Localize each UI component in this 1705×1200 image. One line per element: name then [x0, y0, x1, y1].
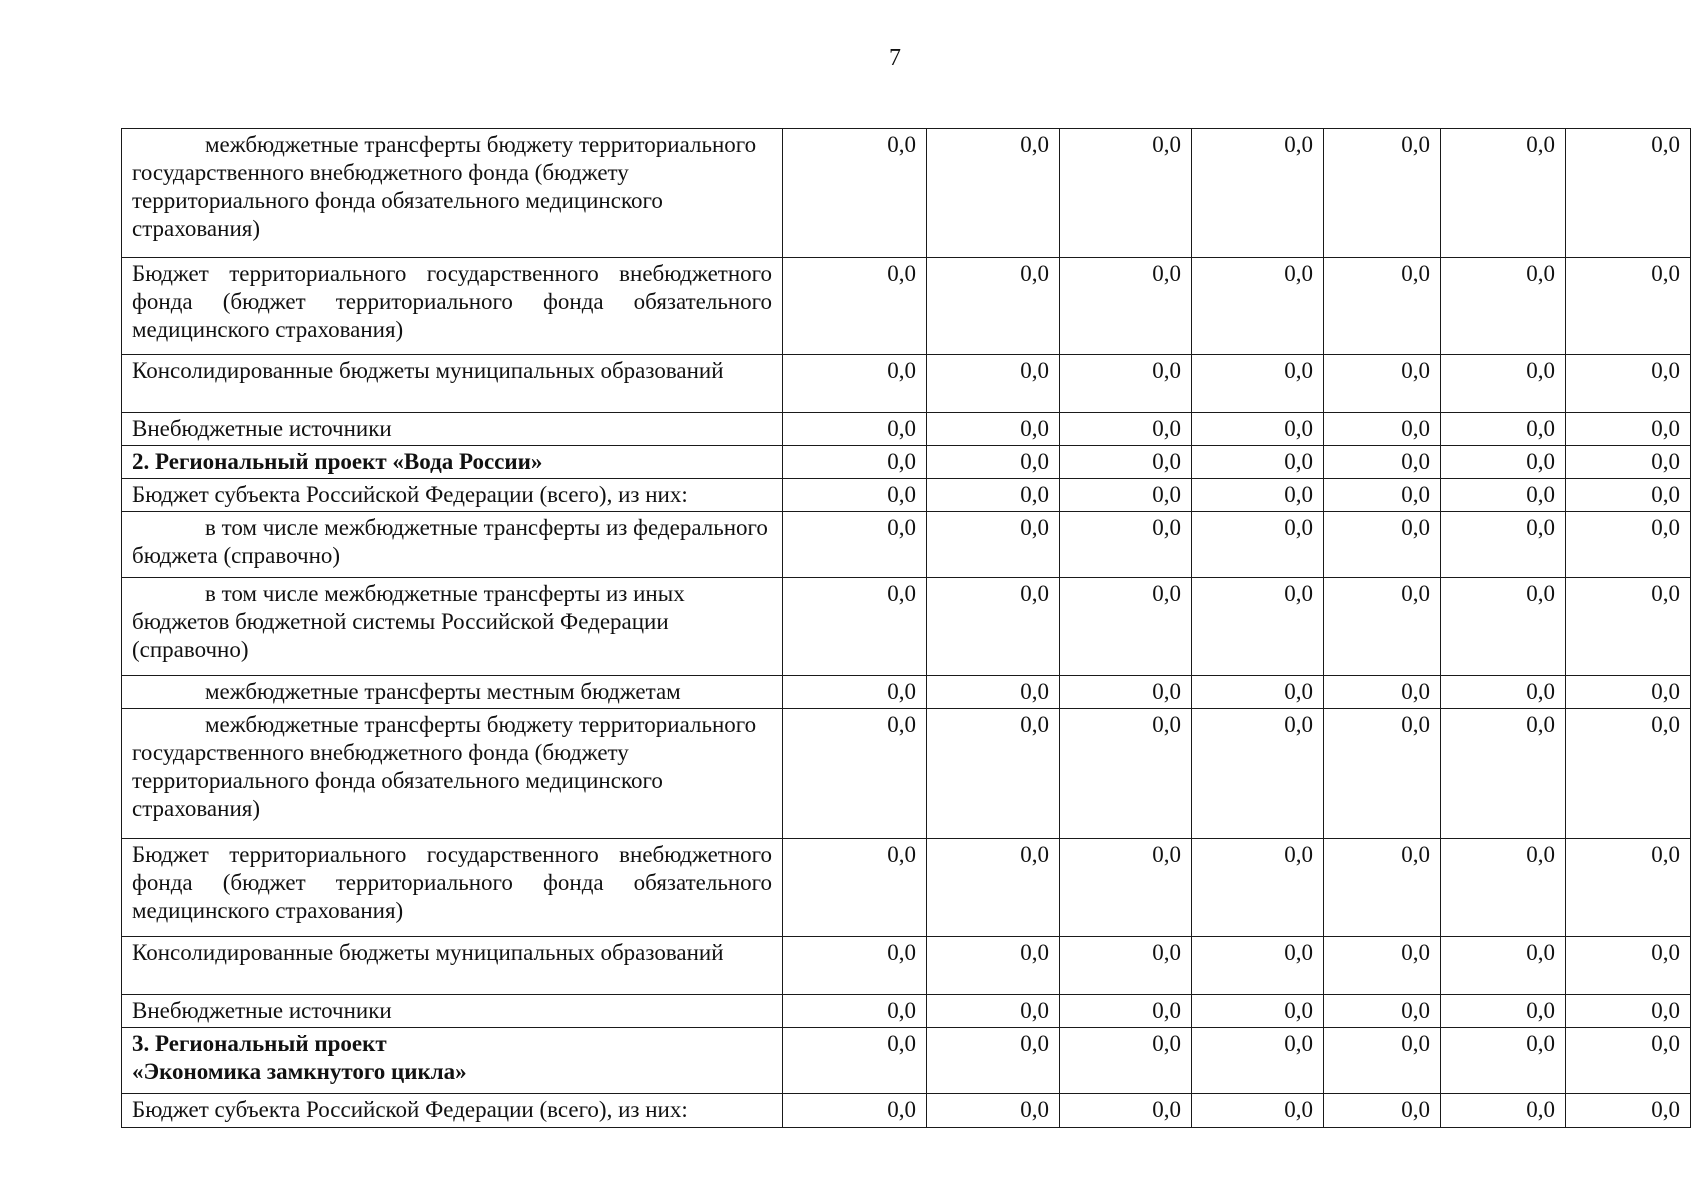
value-cell: 0,0: [1324, 129, 1441, 258]
row-label-text: межбюджетные трансферты бюджету территориального государственного внебюджетного фонда (бюджету территориального фонда обязательного медицинского страхования): [132, 712, 757, 821]
value-cell: 0,0: [1324, 839, 1441, 937]
value-cell: 0,0: [927, 995, 1060, 1028]
row-label: [122, 479, 783, 512]
table-row: [122, 578, 1691, 676]
value-cell: 0,0: [1192, 1094, 1324, 1128]
table-row: [122, 1094, 1691, 1128]
table-row: [122, 995, 1691, 1028]
value-cell: 0,0: [1060, 258, 1192, 355]
value-cell: 0,0: [1566, 512, 1691, 578]
value-cell: 0,0: [1192, 839, 1324, 937]
value-cell: 0,0: [1324, 446, 1441, 479]
value-cell: 0,0: [927, 1094, 1060, 1128]
value-cell: 0,0: [1192, 258, 1324, 355]
value-cell: 0,0: [927, 839, 1060, 937]
value-cell: 0,0: [927, 355, 1060, 413]
value-cell: 0,0: [1566, 578, 1691, 676]
value-cell: 0,0: [1060, 413, 1192, 446]
value-cell: 0,0: [1566, 709, 1691, 839]
value-cell: 0,0: [927, 413, 1060, 446]
value-cell: 0,0: [927, 578, 1060, 676]
value-cell: 0,0: [1060, 578, 1192, 676]
value-cell: 0,0: [1324, 258, 1441, 355]
value-cell: 0,0: [783, 355, 927, 413]
value-cell: 0,0: [1192, 578, 1324, 676]
row-label: [122, 995, 783, 1028]
value-cell: 0,0: [927, 479, 1060, 512]
row-label-text: межбюджетные трансферты местным бюджетам: [205, 679, 681, 704]
row-label: [122, 258, 783, 355]
row-label-text: Консолидированные бюджеты муниципальных образований: [132, 358, 724, 383]
value-cell: 0,0: [1566, 995, 1691, 1028]
value-cell: 0,0: [1060, 479, 1192, 512]
value-cell: 0,0: [783, 995, 927, 1028]
table-row: [122, 937, 1691, 995]
value-cell: 0,0: [783, 839, 927, 937]
value-cell: 0,0: [927, 1028, 1060, 1094]
row-label: [122, 512, 783, 578]
value-cell: 0,0: [1441, 479, 1566, 512]
value-cell: 0,0: [1324, 479, 1441, 512]
value-cell: 0,0: [783, 676, 927, 709]
value-cell: 0,0: [1566, 355, 1691, 413]
value-cell: 0,0: [783, 258, 927, 355]
value-cell: 0,0: [1324, 676, 1441, 709]
value-cell: 0,0: [1192, 446, 1324, 479]
row-label: [122, 578, 783, 676]
value-cell: 0,0: [1324, 709, 1441, 839]
value-cell: 0,0: [1060, 446, 1192, 479]
row-label: [122, 129, 783, 258]
value-cell: 0,0: [1441, 839, 1566, 937]
value-cell: 0,0: [1566, 1094, 1691, 1128]
value-cell: 0,0: [1566, 129, 1691, 258]
value-cell: 0,0: [1192, 676, 1324, 709]
value-cell: 0,0: [1324, 578, 1441, 676]
value-cell: 0,0: [1324, 1094, 1441, 1128]
value-cell: 0,0: [927, 258, 1060, 355]
table-row: [122, 446, 1691, 479]
value-cell: 0,0: [783, 512, 927, 578]
row-label-text: Бюджет субъекта Российской Федерации (всего), из них:: [132, 482, 688, 507]
row-label-text: Внебюджетные источники: [132, 998, 392, 1023]
value-cell: 0,0: [1192, 512, 1324, 578]
row-label-text: 3. Региональный проект «Экономика замкнутого цикла»: [132, 1031, 467, 1084]
row-label: [122, 355, 783, 413]
table-row: [122, 355, 1691, 413]
row-label: [122, 709, 783, 839]
value-cell: 0,0: [1060, 512, 1192, 578]
row-label-text: Бюджет территориального государственного внебюджетного фонда (бюджет территориального фонда обязательного медицинского страхования): [132, 261, 772, 342]
row-label-text: в том числе межбюджетные трансферты из иных бюджетов бюджетной системы Российской Федерации (справочно): [132, 581, 685, 662]
table-row: [122, 413, 1691, 446]
value-cell: 0,0: [1441, 446, 1566, 479]
value-cell: 0,0: [1324, 413, 1441, 446]
value-cell: 0,0: [783, 937, 927, 995]
value-cell: 0,0: [1060, 676, 1192, 709]
value-cell: 0,0: [1060, 1094, 1192, 1128]
row-label-text: Консолидированные бюджеты муниципальных образований: [132, 940, 724, 965]
value-cell: 0,0: [783, 578, 927, 676]
value-cell: 0,0: [1441, 1094, 1566, 1128]
value-cell: 0,0: [1441, 578, 1566, 676]
table-row: [122, 839, 1691, 937]
value-cell: 0,0: [1441, 129, 1566, 258]
row-label: [122, 446, 783, 479]
table-row: [122, 709, 1691, 839]
value-cell: 0,0: [1192, 995, 1324, 1028]
value-cell: 0,0: [1324, 1028, 1441, 1094]
value-cell: 0,0: [927, 512, 1060, 578]
value-cell: 0,0: [1192, 355, 1324, 413]
row-label-text: межбюджетные трансферты бюджету территориального государственного внебюджетного фонда (бюджету территориального фонда обязательного медицинского страхования): [132, 132, 757, 241]
table-row: [122, 258, 1691, 355]
value-cell: 0,0: [1566, 446, 1691, 479]
value-cell: 0,0: [1566, 937, 1691, 995]
value-cell: 0,0: [783, 413, 927, 446]
value-cell: 0,0: [1192, 1028, 1324, 1094]
value-cell: 0,0: [1441, 709, 1566, 839]
value-cell: 0,0: [1192, 937, 1324, 995]
value-cell: 0,0: [1441, 1028, 1566, 1094]
row-label-text: в том числе межбюджетные трансферты из федерального бюджета (справочно): [132, 515, 768, 568]
value-cell: 0,0: [1441, 995, 1566, 1028]
value-cell: 0,0: [783, 1028, 927, 1094]
value-cell: 0,0: [1566, 479, 1691, 512]
value-cell: 0,0: [1192, 479, 1324, 512]
budget-table: [121, 128, 1691, 1128]
row-label: [122, 1094, 783, 1128]
value-cell: 0,0: [1566, 258, 1691, 355]
value-cell: 0,0: [927, 937, 1060, 995]
page-number: 7: [889, 45, 901, 71]
row-label-text: 2. Региональный проект «Вода России»: [132, 449, 543, 474]
value-cell: 0,0: [783, 479, 927, 512]
value-cell: 0,0: [1324, 512, 1441, 578]
value-cell: 0,0: [927, 709, 1060, 839]
value-cell: 0,0: [1566, 1028, 1691, 1094]
value-cell: 0,0: [1324, 937, 1441, 995]
value-cell: 0,0: [783, 129, 927, 258]
value-cell: 0,0: [1441, 258, 1566, 355]
value-cell: 0,0: [1566, 839, 1691, 937]
value-cell: 0,0: [1192, 129, 1324, 258]
value-cell: 0,0: [927, 129, 1060, 258]
value-cell: 0,0: [1060, 129, 1192, 258]
value-cell: 0,0: [1441, 937, 1566, 995]
row-label: [122, 413, 783, 446]
value-cell: 0,0: [783, 446, 927, 479]
value-cell: 0,0: [1060, 355, 1192, 413]
value-cell: 0,0: [1441, 512, 1566, 578]
row-label: [122, 1028, 783, 1094]
value-cell: 0,0: [1441, 413, 1566, 446]
value-cell: 0,0: [1566, 676, 1691, 709]
table-row: [122, 479, 1691, 512]
value-cell: 0,0: [1324, 355, 1441, 413]
value-cell: 0,0: [927, 446, 1060, 479]
value-cell: 0,0: [1324, 995, 1441, 1028]
value-cell: 0,0: [1060, 709, 1192, 839]
value-cell: 0,0: [1060, 839, 1192, 937]
row-label: [122, 676, 783, 709]
value-cell: 0,0: [783, 709, 927, 839]
row-label: [122, 937, 783, 995]
value-cell: 0,0: [1060, 995, 1192, 1028]
value-cell: 0,0: [1441, 355, 1566, 413]
value-cell: 0,0: [1566, 413, 1691, 446]
row-label-text: Бюджет территориального государственного внебюджетного фонда (бюджет территориального фонда обязательного медицинского страхования): [132, 842, 772, 923]
value-cell: 0,0: [1060, 1028, 1192, 1094]
value-cell: 0,0: [1060, 937, 1192, 995]
row-label-text: Внебюджетные источники: [132, 416, 392, 441]
value-cell: 0,0: [1192, 413, 1324, 446]
row-label-text: Бюджет субъекта Российской Федерации (всего), из них:: [132, 1097, 688, 1122]
row-label: [122, 839, 783, 937]
table-row: [122, 512, 1691, 578]
table-row: [122, 129, 1691, 258]
value-cell: 0,0: [783, 1094, 927, 1128]
table-row: [122, 676, 1691, 709]
table-row: [122, 1028, 1691, 1094]
value-cell: 0,0: [1441, 676, 1566, 709]
value-cell: 0,0: [1192, 709, 1324, 839]
value-cell: 0,0: [927, 676, 1060, 709]
